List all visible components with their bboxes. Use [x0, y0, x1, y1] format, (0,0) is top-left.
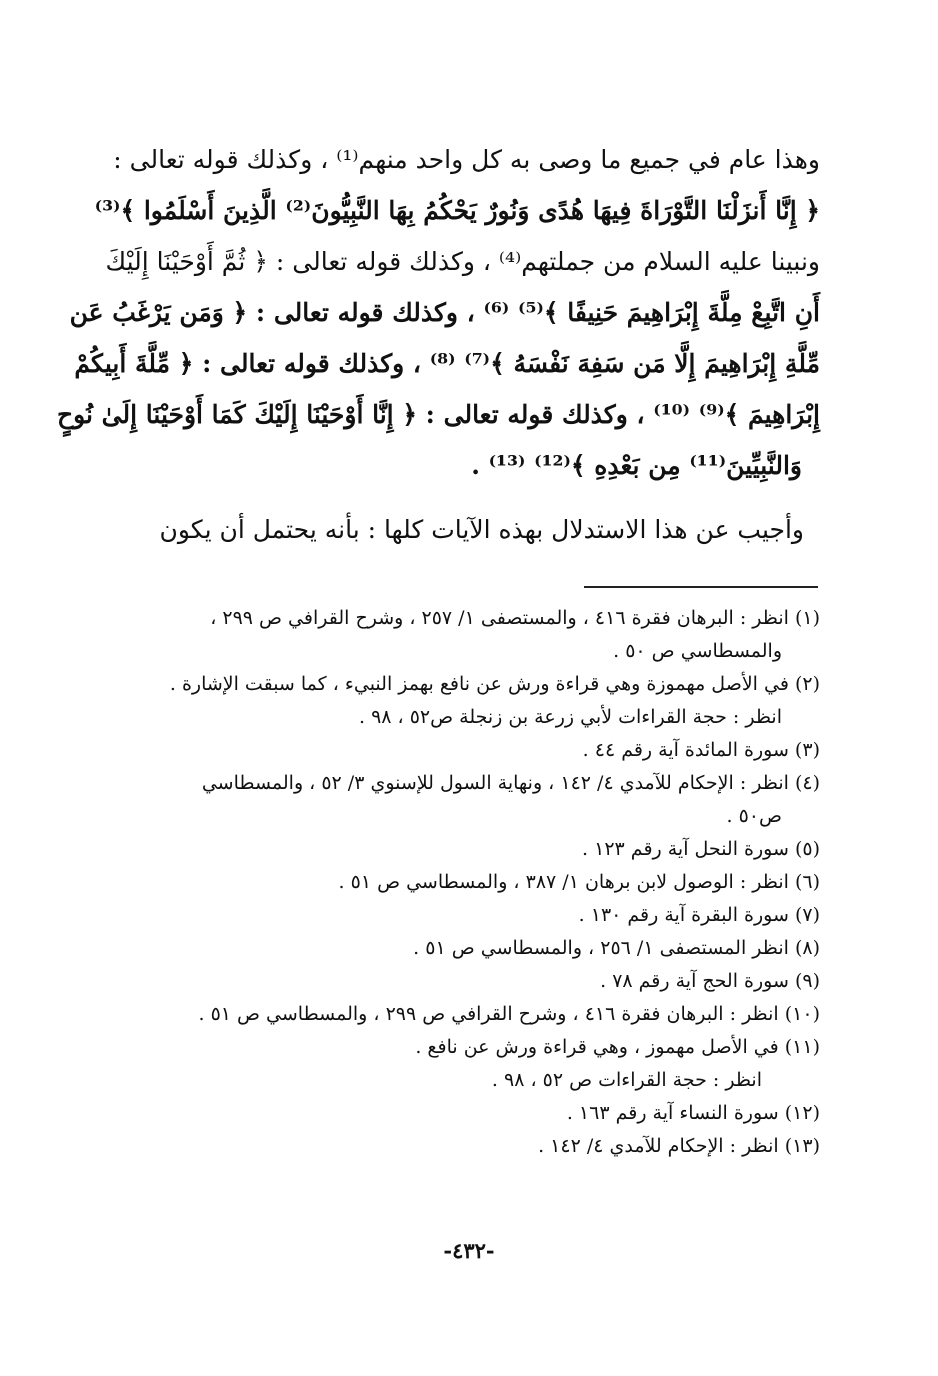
- footnote-1: (١) انظر : البرهان فقرة ٤١٦ ، والمستصفى ١/ ٢٥٧ ، وشرح القرافي ص ٢٩٩ ،: [210, 607, 820, 629]
- footnote-9: (٩) سورة الحج آية رقم ٧٨ .: [600, 970, 820, 992]
- body-line-5: مِّلَّةِ إِبْرَاهِيمَ إِلَّا مَن سَفِهَ نَفْسَهُ ﴾⁽⁷⁾ ⁽⁸⁾ ، وكذلك قوله تعالى : ﴿ مِّلَّةَ أَبِيكُمْ: [74, 349, 820, 378]
- footnote-10: (١٠) انظر : البرهان فقرة ٤١٦ ، وشرح القرافي ص ٢٩٩ ، والمسطاسي ص ٥١ .: [198, 1003, 820, 1025]
- footnote-2: (٢) في الأصل مهموزة وهي قراءة ورش عن نافع بهمز النبيء ، كما سبقت الإشارة .: [169, 673, 820, 695]
- footnote-8: (٨) انظر المستصفى ١/ ٢٥٦ ، والمسطاسي ص ٥١ .: [413, 937, 820, 959]
- footnote-11: (١١) في الأصل مهموز ، وهي قراءة ورش عن نافع .: [415, 1036, 820, 1058]
- footnote-3: (٣) سورة المائدة آية رقم ٤٤ .: [582, 739, 820, 761]
- footnote-separator: [584, 586, 818, 588]
- footnote-5: (٥) سورة النحل آية رقم ١٢٣ .: [582, 838, 820, 860]
- paragraph-2: وأجيب عن هذا الاستدلال بهذه الآيات كلها : بأنه يحتمل أن يكون: [159, 515, 804, 544]
- footnote-4: (٤) انظر : الإحكام للآمدي ٤/ ١٤٢ ، ونهاية السول للإسنوي ٣/ ٥٢ ، والمسطاسي: [201, 772, 820, 794]
- body-line-3: ونبينا عليه السلام من جملتهم⁽⁴⁾ ، وكذلك قوله تعالى : ﴿ ثُمَّ أَوْحَيْنَا إِلَيْكَ: [105, 247, 820, 276]
- footnote-11-continued: انظر : حجة القراءات ص ٥٢ ، ٩٨ .: [491, 1069, 762, 1091]
- footnote-4-continued: ص٥٠ .: [726, 805, 782, 827]
- footnote-7: (٧) سورة البقرة آية رقم ١٣٠ .: [578, 904, 820, 926]
- footnote-6: (٦) انظر : الوصول لابن برهان ١/ ٣٨٧ ، والمسطاسي ص ٥١ .: [338, 871, 820, 893]
- footnote-2-continued: انظر : حجة القراءات لأبي زرعة بن زنجلة ص٥٢ ، ٩٨ .: [358, 706, 782, 728]
- body-line-4: أَنِ اتَّبِعْ مِلَّةَ إِبْرَاهِيمَ حَنِيفًا ﴾⁽⁵⁾ ⁽⁶⁾ ، وكذلك قوله تعالى : ﴿ وَمَن يَرْغَبُ عَن: [69, 298, 820, 327]
- page-number: -٤٣٢-: [443, 1238, 495, 1263]
- body-line-7: وَالنَّبِيِّينَ⁽¹¹⁾ مِن بَعْدِهِ ﴾⁽¹²⁾ ⁽¹³⁾ .: [471, 451, 802, 480]
- footnote-13: (١٣) انظر : الإحكام للآمدي ٤/ ١٤٢ .: [538, 1135, 820, 1157]
- footnotes: [108, 602, 820, 1163]
- body-line-1: وهذا عام في جميع ما وصى به كل واحد منهم⁽¹⁾ ، وكذلك قوله تعالى :: [113, 145, 820, 174]
- body-line-2: ﴿ إِنَّا أَنزَلْنَا التَّوْرَاةَ فِيهَا هُدًى وَنُورٌ يَحْكُمُ بِهَا النَّبِيُّونَ⁽²⁾ الَّذِينَ أَسْلَمُوا ﴾⁽³⁾: [94, 196, 820, 225]
- main-text: [56, 134, 820, 491]
- footnote-1-continued: والمسطاسي ص ٥٠ .: [613, 640, 782, 662]
- body-line-6: إِبْرَاهِيمَ ﴾⁽⁹⁾ ⁽¹⁰⁾ ، وكذلك قوله تعالى : ﴿ إِنَّا أَوْحَيْنَا إِلَيْكَ كَمَا أَوْحَيْنَا إِلَىٰ نُوحٍ: [56, 400, 820, 429]
- footnote-12: (١٢) سورة النساء آية رقم ١٦٣ .: [566, 1102, 820, 1124]
